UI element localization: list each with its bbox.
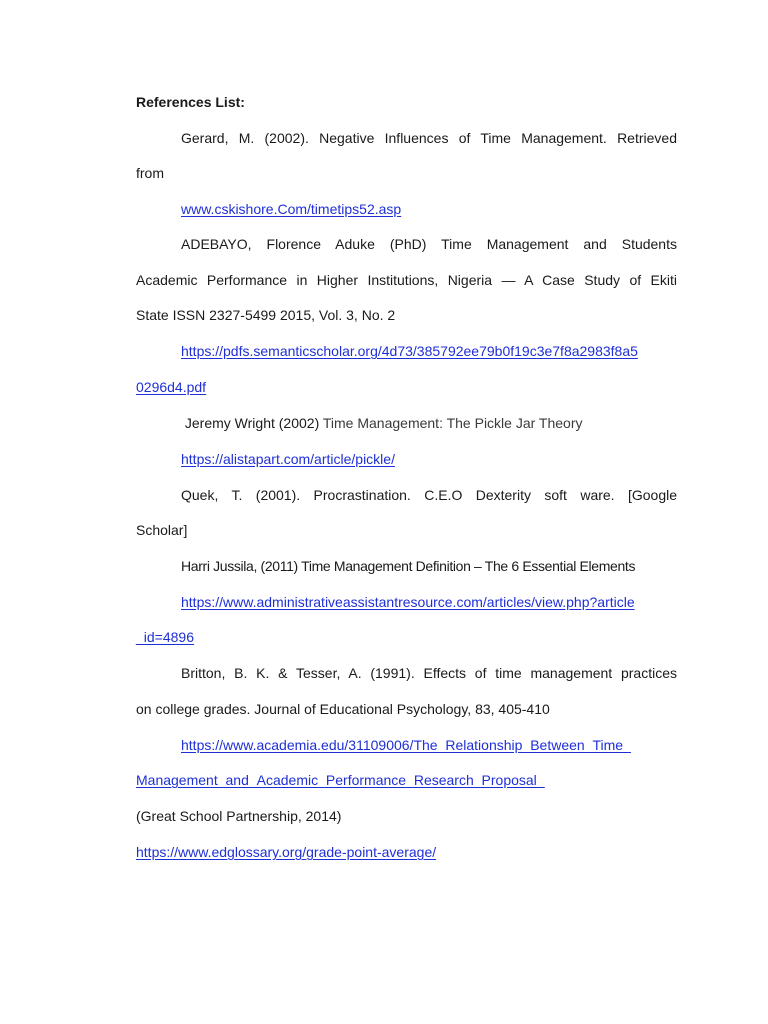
adebayo-url-link-part1[interactable]: https://pdfs.semanticscholar.org/4d73/385792ee79b0f19c3e7f8a2983f8a5: [181, 343, 638, 359]
jussila-url-link-part1[interactable]: https://www.administrativeassistantresource.com/articles/view.php?article: [181, 594, 635, 610]
reference-jussila-link-line2: [136, 627, 677, 647]
jussila-url-link-part2[interactable]: _id=4896: [136, 629, 195, 645]
reference-gsp-link: [136, 842, 677, 862]
wright-title: Time Management: The Pickle Jar Theory: [322, 415, 583, 431]
reference-jussila-link-line1: [181, 592, 677, 612]
reference-britton-link-line2: [136, 770, 677, 790]
reference-adebayo-line2: Academic Performance in Higher Institutions, Nigeria — A Case Study of Ekiti: [136, 272, 677, 288]
gsp-url-link[interactable]: https://www.edglossary.org/grade-point-average/: [136, 844, 437, 860]
reference-gerard-line1: Gerard, M. (2002). Negative Influences of Time Management. Retrieved: [181, 130, 677, 146]
references-heading: References List:: [136, 94, 245, 110]
reference-wright-link: [181, 449, 677, 469]
adebayo-url-link-part2[interactable]: 0296d4.pdf: [136, 379, 207, 395]
reference-gerard-line2: from: [136, 165, 164, 181]
reference-adebayo-line1: ADEBAYO, Florence Aduke (PhD) Time Management and Students: [181, 236, 677, 252]
britton-url-link-part1[interactable]: https://www.academia.edu/31109006/The_Relationship_Between_Time_: [181, 737, 631, 753]
reference-gerard-link: [181, 199, 677, 219]
wright-url-link[interactable]: https://alistapart.com/article/pickle/: [181, 451, 395, 467]
reference-britton-line1: Britton, B. K. & Tesser, A. (1991). Effects of time management practices: [181, 665, 677, 681]
reference-quek-line1: Quek, T. (2001). Procrastination. C.E.O Dexterity soft ware. [Google: [181, 487, 677, 503]
reference-quek-line2: Scholar]: [136, 522, 188, 538]
britton-url-link-part2[interactable]: Management_and_Academic_Performance_Research_Proposal_: [136, 772, 545, 788]
reference-adebayo-line3: State ISSN 2327-5499 2015, Vol. 3, No. 2: [136, 307, 396, 323]
reference-adebayo-link-line1: [181, 341, 677, 361]
reference-adebayo-link-line2: [136, 377, 677, 397]
reference-britton-line2: on college grades. Journal of Educational Psychology, 83, 405-410: [136, 701, 550, 717]
reference-jussila-line1: Harri Jussila, (2011) Time Management Definition – The 6 Essential Elements: [181, 558, 636, 574]
wright-author: Jeremy Wright (2002): [181, 415, 323, 431]
gerard-url-link[interactable]: www.cskishore.Com/timetips52.asp: [181, 201, 402, 217]
reference-wright-line1: [181, 413, 677, 433]
reference-gsp-line1: (Great School Partnership, 2014): [136, 808, 342, 824]
reference-britton-link-line1: [181, 735, 677, 755]
